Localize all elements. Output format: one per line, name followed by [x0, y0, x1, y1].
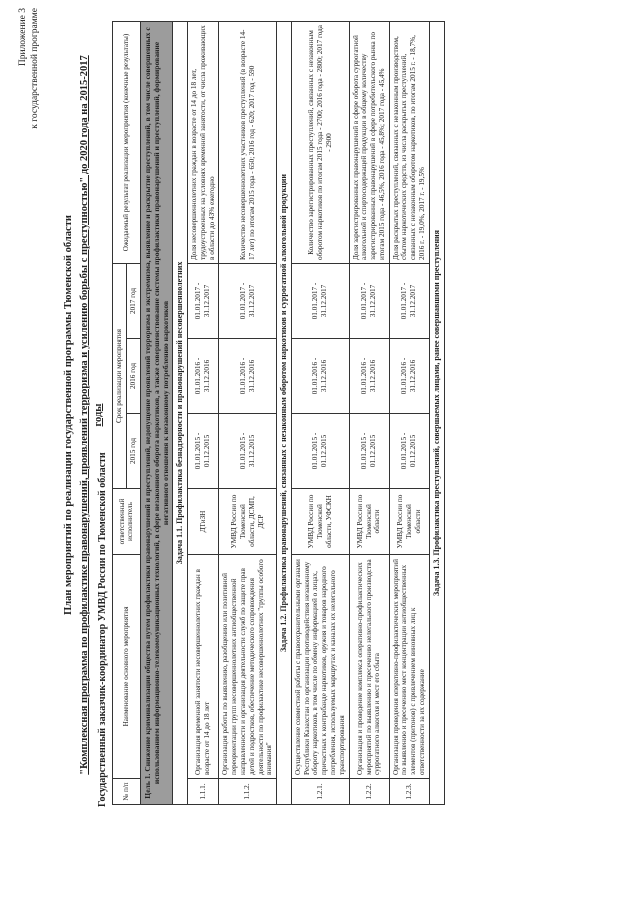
- task-row: [277, 22, 292, 805]
- row-2017: 01.01.2017 - 31.12.2017: [291, 264, 349, 339]
- header-2016: 2016 год: [126, 339, 140, 414]
- row-2015: 01.01.2015 - 01.12.2015: [389, 414, 429, 489]
- row-result: Доля зарегистрированных правонарушений в сфере оборота суррогатной алкогольной и спиртосодержащей продукции в общему количеству зарегистрированных правонарушений в сфере потребительского рынка по итогам 2015 года - 46,5%, 2016 года - 45,8%; 2017 года - 45,4%: [349, 22, 389, 264]
- row-result: Доля несовершеннолетних граждан в возрасте от 14 до 18 лет, трудоустроенных на условиях временной занятости, от числа проживающих в области до 43% ежегодно: [188, 22, 219, 264]
- row-2016: 01.01.2016 - 31.12.2016: [188, 339, 219, 414]
- header-event: Наименование основного мероприятия: [113, 555, 141, 779]
- row-2017: 01.01.2017 - 31.12.2017: [389, 264, 429, 339]
- goal-text: Цель 1. Снижение криминализации общества путем профилактики правонарушений и преступлений, недопущение проявлений терроризма и экстремизма, выявление и раскрытие преступлений, в том числе совершенных с использованием информационно-телекоммуникационных технологий, в сфере незаконного оборота наркотиков, а также совершенствование системы профилактики правонарушений и преступлений, формирование негативного отношения к незаконному потреблению наркотиков: [140, 22, 173, 805]
- program-title: "Комплексная программа по профилактике правонарушений, проявлений терроризма и усилению борьбы с преступностью" до 2020 года на 2015-2017 годы: [79, 55, 104, 775]
- row-num: 1.2.3.: [389, 779, 429, 805]
- row-2017: 01.01.2017 - 31.12.2017: [188, 264, 219, 339]
- table-row: [291, 22, 349, 805]
- row-event: Осуществление совместной работы с правоохранительными органами Республики Казахстан по организации противодействия незаконному обороту наркотиков, в том числе по обмену информацией о лицах, причастных к контрабанде наркотиков, оружия и товаров народного потребления, используемых маршрутах и каналах их нелегального транспортирования: [291, 555, 349, 779]
- table-row: [188, 22, 219, 805]
- task-1-3: Задача 1.3. Профилактика преступлений, совершаемых лицами, ранее совершавшими преступления: [429, 22, 444, 805]
- task-row: [173, 22, 188, 805]
- header-2015: 2015 год: [126, 414, 140, 489]
- row-event: Организация временной занятости несовершеннолетних граждан в возрасте от 14 до 18 лет: [188, 555, 219, 779]
- row-2016: 01.01.2016 - 31.12.2016: [219, 339, 277, 414]
- row-2015: 01.01.2015 - 01.12.2015: [291, 414, 349, 489]
- table-row: [349, 22, 389, 805]
- row-2015: 01.01.2015 - 31.12.2015: [219, 414, 277, 489]
- row-executor: УМВД России по Тюменской области, УФСКН: [291, 489, 349, 555]
- task-1-1: Задача 1.1. Профилактика безнадзорности и правонарушений несовершеннолетних: [173, 22, 188, 805]
- row-num: 1.2.1.: [291, 779, 349, 805]
- plan-title: План мероприятий по реализации государственной программы Тюменской области: [63, 215, 74, 615]
- header-executor: ответственный исполнитель: [113, 489, 141, 555]
- row-2016: 01.01.2016 - 31.12.2016: [349, 339, 389, 414]
- row-result: Количество зарегистрированных преступлений, связанных с незаконным оборотом наркотиков по итогам 2015 года - 2700; 2016 года - 2800; 2017 года - 2900: [291, 22, 349, 264]
- header-num: № п/п: [113, 779, 141, 805]
- appendix-reference: к государственной программе: [29, 8, 40, 129]
- row-executor: УМВД России по Тюменской области, ДСМП, ДСР: [219, 489, 277, 555]
- row-2015: 01.01.2015 - 01.12.2015: [188, 414, 219, 489]
- row-event: Организация работы по выявлению, разобщению или позитивной переориентации групп несовершеннолетних антиобщественной направленности и организация деятельности служб по защите прав детей и подростков, обеспечение методического сопровождения деятельности по профилактике несовершеннолетних "группы особого внимания": [219, 555, 277, 779]
- events-table: [112, 21, 445, 805]
- row-2016: 01.01.2016 - 31.12.2016: [389, 339, 429, 414]
- row-executor: УМВД России по Тюменской области: [349, 489, 389, 555]
- row-num: 1.1.1.: [188, 779, 219, 805]
- row-num: 1.1.2.: [219, 779, 277, 805]
- header-period: Срок реализации мероприятия: [113, 264, 127, 489]
- row-2016: 01.01.2016 - 31.12.2016: [291, 339, 349, 414]
- appendix-note: [18, 8, 42, 129]
- header-result: Ожидаемый результат реализации мероприятия (конечные результаты): [113, 22, 141, 264]
- row-result: Доля раскрытых преступлений, связанных с незаконным производством, сбытом наркотических средств, из числа раскрытых преступлений, связанных с незаконным оборотом наркотиков, по итогам 2015 г. - 18,7%, 2016 г. - 19,0%, 2017 г. - 19,5%: [389, 22, 429, 264]
- goal-row: [140, 22, 173, 805]
- table-header-row: [113, 22, 127, 805]
- header-2017: 2017 год: [126, 264, 140, 339]
- row-event: Организация и проведение комплекса оперативно-профилактических мероприятий по выявлению и пресечению нелегального производства суррогатного алкоголя и мест его сбыта: [349, 555, 389, 779]
- appendix-number: Приложение 3: [18, 8, 28, 67]
- row-2017: 01.01.2017 - 31.12.2017: [219, 264, 277, 339]
- row-executor: УМВД России по Тюменской области: [389, 489, 429, 555]
- table-row: [389, 22, 429, 805]
- row-result: Количество несовершеннолетних участников преступлений (в возрасте 14-17 лет) по итогам 2015 года - 650; 2016 год - 620; 2017 год - 590: [219, 22, 277, 264]
- row-event: Организация проведения оперативно-профилактических мероприятий по выявлению и пресечению мест концентрации антиобщественных элементов (притонов) с привлечением виновных лиц к ответственности за их содержание: [389, 555, 429, 779]
- row-executor: ДТиЗН: [188, 489, 219, 555]
- row-2015: 01.01.2015 - 01.12.2015: [349, 414, 389, 489]
- responsible-customer: Государственный заказчик-координатор УМВД России по Тюменской области: [97, 452, 108, 807]
- task-row: [429, 22, 444, 805]
- row-num: 1.2.2.: [349, 779, 389, 805]
- table-row: [219, 22, 277, 805]
- task-1-2: Задача 1.2. Профилактика правонарушений, связанных с незаконным оборотом наркотиков и суррогатной алкогольной продукции: [277, 22, 292, 805]
- row-2017: 01.01.2017 - 31.12.2017: [349, 264, 389, 339]
